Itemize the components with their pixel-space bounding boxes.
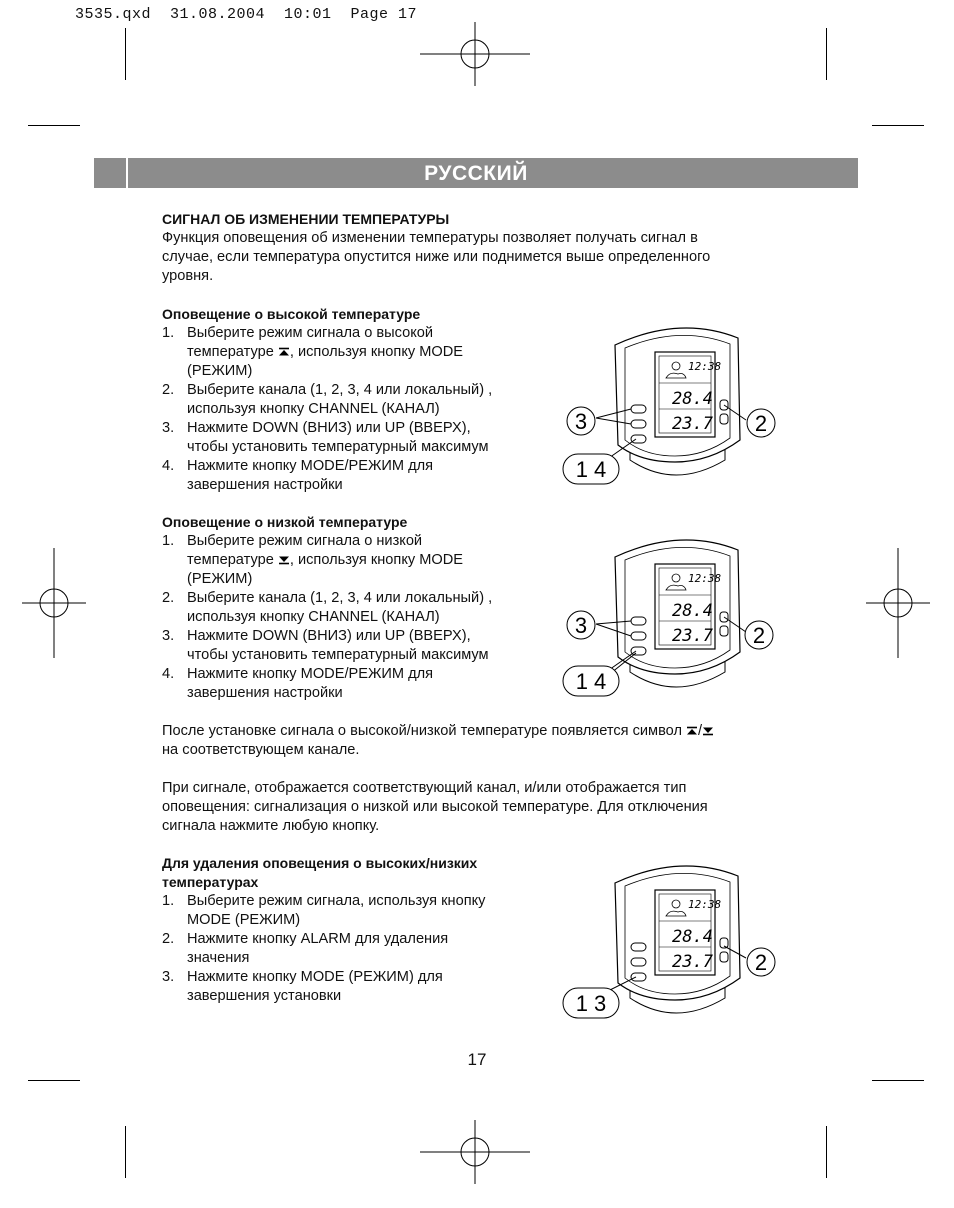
subsection-heading: Для удаления оповещения о высоких/низких xyxy=(162,855,478,871)
high-steps-list xyxy=(162,324,542,495)
low-steps-list xyxy=(162,532,542,703)
item-text: температуре xyxy=(187,552,278,568)
item-line: завершения настройки xyxy=(187,477,343,493)
paragraph-text: / xyxy=(698,723,703,739)
lcd-time: 12:38 xyxy=(688,572,722,585)
item-line: Выберите канала (1, 2, 3, 4 или локальный) , xyxy=(187,590,493,606)
after-setting-paragraph xyxy=(162,722,782,760)
item-line: завершения настройки xyxy=(187,685,343,701)
item-number: 1. xyxy=(162,533,175,549)
item-line: используя кнопку CHANNEL (КАНАЛ) xyxy=(187,401,440,417)
list-item xyxy=(162,627,542,665)
item-text: , используя кнопку MODE xyxy=(289,552,464,568)
alarm-paragraph xyxy=(162,779,782,836)
callout-label: 1 4 xyxy=(575,669,607,694)
lcd-temp2: 23.7 xyxy=(672,414,713,434)
paragraph-line xyxy=(162,722,782,741)
lcd-temp1: 28.4 xyxy=(672,389,713,409)
crop-mark xyxy=(28,1080,80,1081)
item-number: 2. xyxy=(162,382,175,398)
device-figure-remove xyxy=(560,858,790,1033)
lcd-temp1: 28.4 xyxy=(672,927,713,947)
paragraph-line: сигнала нажмите любую кнопку. xyxy=(162,818,380,834)
item-number: 2. xyxy=(162,590,175,606)
callout-label: 3 xyxy=(574,409,588,434)
paragraph-line: При сигнале, отображается соответствующий канал, и/или отображается тип xyxy=(162,780,687,796)
high-alert-icon xyxy=(278,347,290,357)
callout-label: 2 xyxy=(754,950,768,975)
low-alert-icon xyxy=(278,555,290,565)
paragraph-line: оповещения: сигнализация о низкой или высокой температуре. Для отключения xyxy=(162,799,708,815)
lcd-temp2: 23.7 xyxy=(672,952,713,972)
crop-mark xyxy=(125,28,126,80)
list-item xyxy=(162,381,542,419)
paragraph-line: случае, если температура опустится ниже или поднимется выше определенного xyxy=(162,249,711,265)
item-number: 1. xyxy=(162,325,175,341)
registration-mark-bottom xyxy=(420,1120,530,1184)
list-item xyxy=(162,968,542,1006)
intro-section xyxy=(162,210,782,286)
item-number: 3. xyxy=(162,628,175,644)
item-number: 4. xyxy=(162,666,175,682)
item-line: Выберите режим сигнала, используя кнопку xyxy=(187,893,486,909)
paragraph-line: уровня. xyxy=(162,268,214,284)
item-line: Нажмите кнопку MODE (РЕЖИМ) для xyxy=(187,969,443,985)
remove-alert-section xyxy=(162,854,542,1006)
device-figure-low xyxy=(560,532,790,707)
subsection-heading: Оповещение о низкой температуре xyxy=(162,514,408,530)
registration-mark-right xyxy=(866,548,930,658)
list-item xyxy=(162,532,542,589)
item-text: температуре xyxy=(187,344,278,360)
banner-title: РУССКИЙ xyxy=(424,162,528,185)
callout-label: 2 xyxy=(754,411,768,436)
paragraph-text: После установке сигнала о высокой/низкой температуре появляется символ xyxy=(162,723,687,739)
slug-line: 3535.qxd 31.08.2004 10:01 Page 17 xyxy=(75,6,418,23)
callout-label: 3 xyxy=(574,613,588,638)
lcd-time: 12:38 xyxy=(688,360,722,373)
item-line: значения xyxy=(187,950,250,966)
list-item xyxy=(162,589,542,627)
item-line: MODE (РЕЖИМ) xyxy=(187,912,301,928)
item-line xyxy=(187,551,542,570)
item-number: 3. xyxy=(162,420,175,436)
remove-steps-list xyxy=(162,892,542,1006)
low-alert-icon xyxy=(702,726,714,736)
paragraph-line: на соответствующем канале. xyxy=(162,742,360,758)
low-alert-section xyxy=(162,513,542,703)
list-item xyxy=(162,457,542,495)
section-heading: СИГНАЛ ОБ ИЗМЕНЕНИИ ТЕМПЕРАТУРЫ xyxy=(162,211,450,227)
item-line: Нажмите DOWN (ВНИЗ) или UP (ВВЕРХ), xyxy=(187,420,471,436)
device-figure-high xyxy=(560,320,790,495)
item-number: 4. xyxy=(162,458,175,474)
lcd-temp2: 23.7 xyxy=(672,626,713,646)
item-line: Нажмите кнопку MODE/РЕЖИМ для xyxy=(187,666,434,682)
crop-mark xyxy=(826,28,827,80)
subsection-heading: температурах xyxy=(162,874,259,890)
paragraph-line: Функция оповещения об изменении температуры позволяет получать сигнал в xyxy=(162,230,698,246)
list-item xyxy=(162,324,542,381)
list-item xyxy=(162,419,542,457)
registration-mark-left xyxy=(22,548,86,658)
registration-mark-top xyxy=(420,22,530,86)
item-line: чтобы установить температурный максимум xyxy=(187,439,489,455)
item-line: Нажмите DOWN (ВНИЗ) или UP (ВВЕРХ), xyxy=(187,628,471,644)
item-line: (РЕЖИМ) xyxy=(187,363,253,379)
list-item xyxy=(162,930,542,968)
item-line: (РЕЖИМ) xyxy=(187,571,253,587)
crop-mark xyxy=(872,1080,924,1081)
item-number: 2. xyxy=(162,931,175,947)
callout-label: 2 xyxy=(752,623,766,648)
item-line: Выберите канала (1, 2, 3, 4 или локальный) , xyxy=(187,382,493,398)
item-line: Выберите режим сигнала о низкой xyxy=(187,533,423,549)
item-line: Нажмите кнопку MODE/РЕЖИМ для xyxy=(187,458,434,474)
crop-mark xyxy=(28,125,80,126)
high-alert-icon xyxy=(686,726,698,736)
lcd-temp1: 28.4 xyxy=(672,601,713,621)
crop-mark xyxy=(872,125,924,126)
item-number: 1. xyxy=(162,893,175,909)
item-line: Выберите режим сигнала о высокой xyxy=(187,325,434,341)
list-item xyxy=(162,665,542,703)
high-alert-section xyxy=(162,305,542,495)
item-line: чтобы установить температурный максимум xyxy=(187,647,489,663)
callout-label: 1 3 xyxy=(575,991,607,1016)
item-number: 3. xyxy=(162,969,175,985)
page-number: 17 xyxy=(467,1050,487,1069)
item-line xyxy=(187,343,542,362)
language-banner xyxy=(94,158,858,188)
subsection-heading: Оповещение о высокой температуре xyxy=(162,306,421,322)
item-line: Нажмите кнопку ALARM для удаления xyxy=(187,931,449,947)
list-item xyxy=(162,892,542,930)
lcd-time: 12:38 xyxy=(688,898,722,911)
item-line: используя кнопку CHANNEL (КАНАЛ) xyxy=(187,609,440,625)
crop-mark xyxy=(826,1126,827,1178)
item-text: , используя кнопку MODE xyxy=(289,344,464,360)
item-line: завершения установки xyxy=(187,988,342,1004)
callout-label: 1 4 xyxy=(575,457,607,482)
crop-mark xyxy=(125,1126,126,1178)
